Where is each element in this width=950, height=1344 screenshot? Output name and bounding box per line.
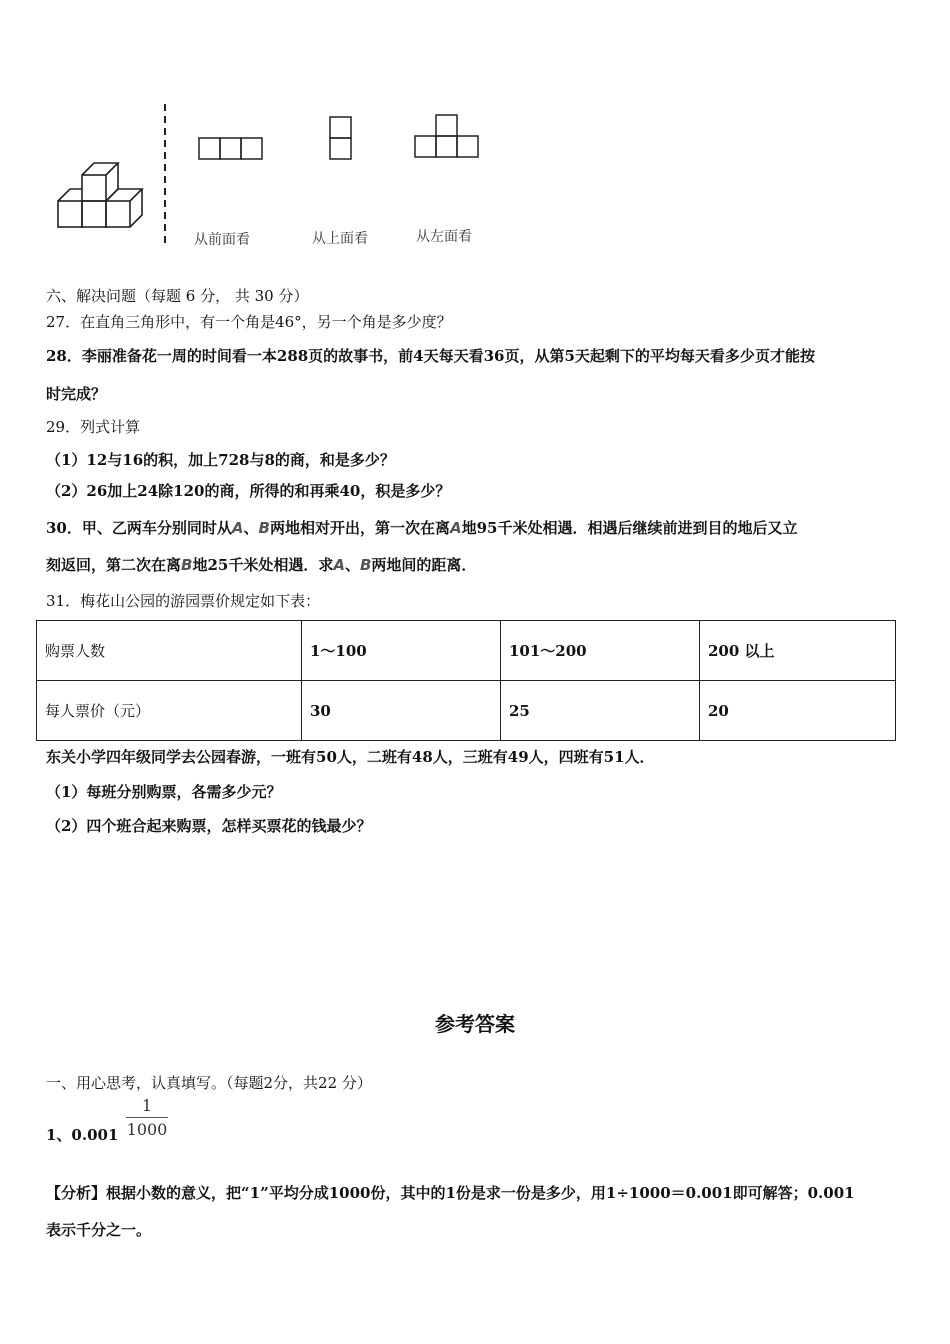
table-cell: 1～100	[302, 621, 501, 681]
fraction-numerator: 1	[126, 1096, 168, 1118]
q30-sep-2: 、	[344, 556, 360, 574]
question-29: 29．列式计算	[46, 418, 141, 436]
q30-text-b: 两地相对开出，第一次在离	[269, 519, 450, 537]
question-27: 27．在直角三角形中，有一个角是46°，另一个角是多少度？	[46, 313, 452, 331]
table-row	[37, 681, 896, 741]
answers-title: 参考答案	[435, 1012, 515, 1036]
top-view	[330, 117, 351, 159]
q30-point-b-2: B	[181, 556, 193, 574]
ticket-price-table	[36, 620, 896, 741]
q30-text-d: 刻返回，第二次在离	[46, 556, 182, 574]
analysis-line1: 【分析】根据小数的意义，把“1”平均分成1000份，其中的1份是求一份是多少，用1÷1000＝0.001即可解答；0.001	[46, 1184, 855, 1202]
answer-1: 1、0.001	[46, 1126, 119, 1144]
question-29-part2: （2）26加上24除120的商，所得的和再乘40，积是多少？	[46, 482, 451, 500]
fraction-denominator: 1000	[126, 1120, 168, 1139]
q30-point-a-3: A	[333, 556, 345, 574]
q30-point-a-2: A	[449, 519, 462, 537]
table-cell: 200 以上	[700, 621, 896, 681]
question-31-part2: （2）四个班合起来购票，怎样买票花的钱最少？	[46, 817, 372, 835]
question-30-line2	[46, 554, 476, 575]
question-28-line1: 28．李丽准备花一周的时间看一本288页的故事书，前4天每天看36页，从第5天起剩下的平均每天看多少页才能按	[46, 347, 815, 365]
table-cell: 25	[501, 681, 700, 741]
cube-stack	[58, 163, 142, 227]
fraction-one-thousandth	[126, 1096, 168, 1139]
label-top-view: 从上面看	[312, 231, 368, 247]
label-front-view: 从前面看	[194, 232, 250, 248]
table-cell: 101～200	[501, 621, 700, 681]
table-cell: 每人票价（元）	[37, 681, 302, 741]
q30-point-b-3: B	[359, 556, 372, 574]
label-left-view: 从左面看	[416, 229, 472, 245]
table-cell: 30	[302, 681, 501, 741]
q30-point-b: B	[258, 519, 270, 537]
q30-text-a: 30．甲、乙两车分别同时从	[46, 519, 232, 537]
q30-point-a: A	[231, 519, 244, 537]
front-view	[199, 138, 262, 159]
q30-text-c: 地95千米处相遇．相遇后继续前进到目的地后又立	[461, 519, 798, 537]
table-cell: 20	[700, 681, 896, 741]
question-28-line2: 时完成？	[46, 385, 107, 403]
answers-section-1: 一、用心思考，认真填写。（每题2分，共22 分）	[46, 1074, 372, 1092]
q30-sep: 、	[243, 519, 259, 537]
question-31-info: 东关小学四年级同学去公园春游，一班有50人，二班有48人，三班有49人，四班有51人．	[46, 748, 655, 766]
question-30-line1	[46, 517, 797, 538]
question-31: 31．梅花山公园的游园票价规定如下表：	[46, 592, 321, 610]
q30-text-e: 地25千米处相遇．求	[192, 556, 334, 574]
analysis-line2: 表示千分之一。	[46, 1221, 152, 1239]
question-31-part1: （1）每班分别购票，各需多少元？	[46, 783, 282, 801]
left-view	[415, 115, 478, 157]
table-row	[37, 621, 896, 681]
three-views-figure	[40, 98, 500, 262]
section-heading-6: 六、解决问题（每题 6 分， 共 30 分）	[46, 287, 309, 305]
question-29-part1: （1）12与16的积，加上728与8的商，和是多少？	[46, 451, 395, 469]
q30-text-f: 两地间的距离．	[371, 556, 477, 574]
table-cell: 购票人数	[37, 621, 302, 681]
